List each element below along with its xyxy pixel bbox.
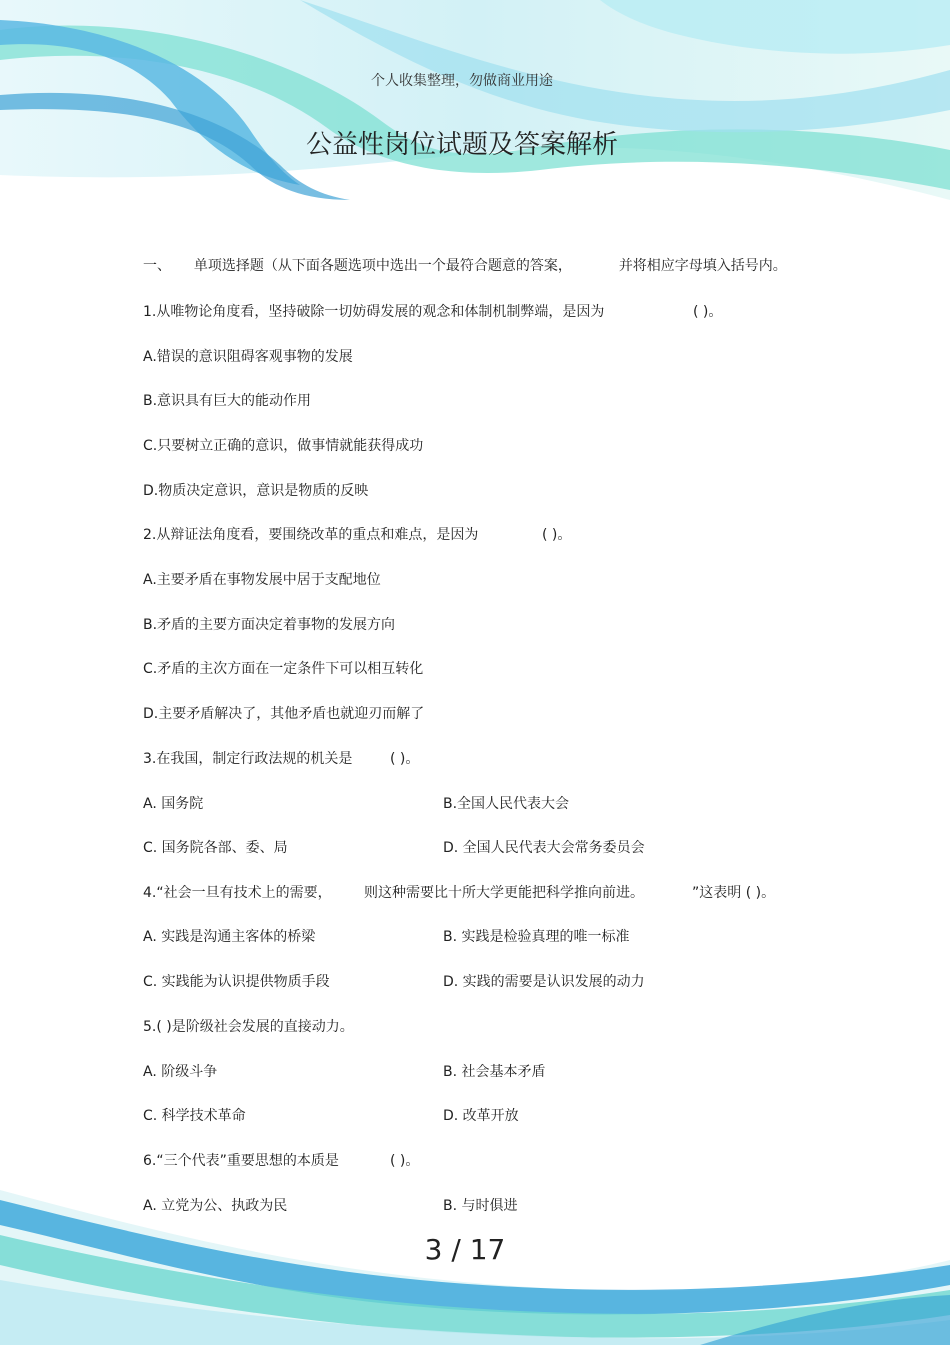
option-b: B.全国人民代表大会 <box>443 796 570 812</box>
question-4: 4.“社会一旦有技术上的需要， <box>143 885 332 901</box>
answer-blank: ( )。 <box>390 751 420 767</box>
question-2: 2.从辩证法角度看，要围绕改革的重点和难点，是因为 <box>143 527 479 543</box>
question-5: 5.( )是阶级社会发展的直接动力。 <box>143 1019 354 1035</box>
option-d: D. 实践的需要是认识发展的动力 <box>443 974 645 990</box>
option-b: B.矛盾的主要方面决定着事物的发展方向 <box>143 617 396 633</box>
option-c: C.矛盾的主次方面在一定条件下可以相互转化 <box>143 661 424 677</box>
question-1 <box>143 301 604 321</box>
option-a: A. 立党为公、执政为民 <box>143 1198 288 1214</box>
option-b: B.意识具有巨大的能动作用 <box>143 393 312 409</box>
question-4-tail: ”这表明 ( )。 <box>692 885 776 901</box>
option-a: A. 阶级斗争 <box>143 1064 218 1080</box>
option-a: A. 实践是沟通主客体的桥梁 <box>143 929 316 945</box>
option-d: D. 全国人民代表大会常务委员会 <box>443 840 645 856</box>
answer-blank: ( )。 <box>693 304 723 320</box>
option-b: B. 与时俱进 <box>443 1198 518 1214</box>
answer-blank: ( )。 <box>542 527 572 543</box>
option-c: C. 科学技术革命 <box>143 1108 246 1124</box>
question-6: 6.“三个代表”重要思想的本质是 <box>143 1153 339 1169</box>
section-heading-text: 单项选择题（从下面各题选项中选出一个最符合题意的答案， <box>193 258 572 274</box>
option-d: D. 改革开放 <box>443 1108 519 1124</box>
question-3: 3.在我国，制定行政法规的机关是 <box>143 751 353 767</box>
option-d: D.主要矛盾解决了，其他矛盾也就迎刃而解了 <box>143 706 425 722</box>
option-d: D.物质决定意识，意识是物质的反映 <box>143 483 369 499</box>
section-label: 一、 <box>143 258 171 274</box>
section-heading-tail: 并将相应字母填入括号内。 <box>618 258 787 274</box>
question-text: 1.从唯物论角度看，坚持破除一切妨碍发展的观念和体制机制弊端，是因为 <box>143 304 605 320</box>
document-title: 公益性岗位试题及答案解析 <box>305 130 618 160</box>
option-c: C.只要树立正确的意识，做事情就能获得成功 <box>143 438 424 454</box>
question-4-middle: 则这种需要比十所大学更能把科学推向前进。 <box>364 885 644 901</box>
option-b: B. 实践是检验真理的唯一标准 <box>443 929 630 945</box>
option-c: C. 实践能为认识提供物质手段 <box>143 974 330 990</box>
header-note: 个人收集整理，勿做商业用途 <box>371 73 553 89</box>
option-b: B. 社会基本矛盾 <box>443 1064 546 1080</box>
option-c: C. 国务院各部、委、局 <box>143 840 288 856</box>
option-a: A. 国务院 <box>143 796 204 812</box>
option-a: A.主要矛盾在事物发展中居于支配地位 <box>143 572 381 588</box>
page-number: 3 / 17 <box>424 1233 506 1266</box>
answer-blank: ( )。 <box>390 1153 420 1169</box>
section-heading <box>143 255 787 275</box>
option-a: A.错误的意识阻碍客观事物的发展 <box>143 349 353 365</box>
